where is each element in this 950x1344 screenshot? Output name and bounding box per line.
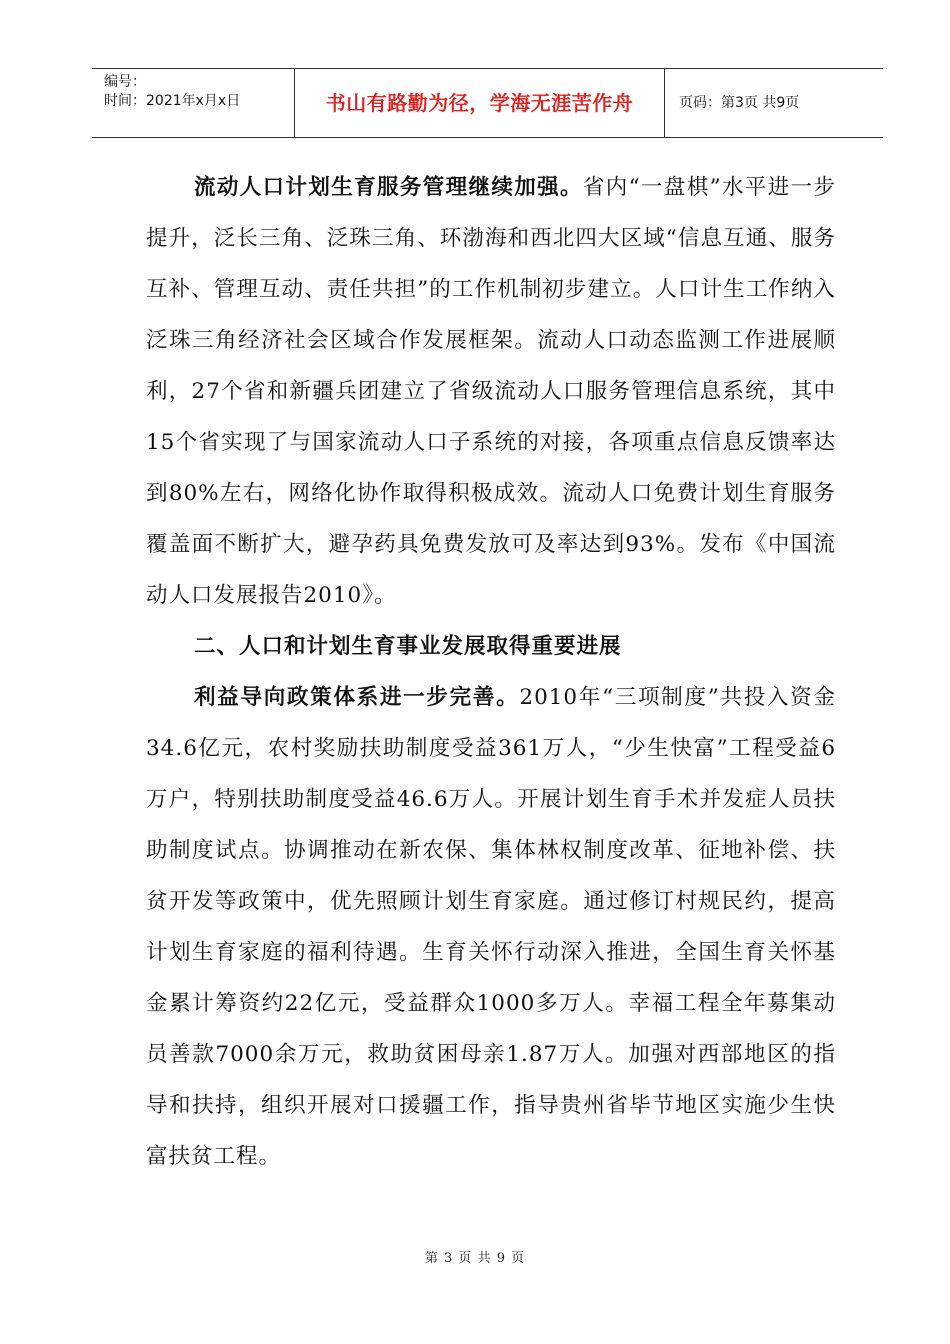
paragraph-lead: 利益导向政策体系进一步完善。 <box>194 685 520 710</box>
paragraph-floating-population <box>146 162 836 621</box>
paragraph-interest-policy <box>146 672 836 1182</box>
header-page-number: 页码：第3页 共9页 <box>679 95 800 111</box>
header-meta <box>92 69 295 137</box>
document-time-label: 时间：2021年x月x日 <box>104 93 241 109</box>
paragraph-lead: 流动人口计划生育服务管理继续加强。 <box>194 175 583 200</box>
document-body <box>146 162 836 1182</box>
paragraph-text: 2010年“三项制度”共投入资金34.6亿元，农村奖励扶助制度受益361万人，“少生快富”工程受益6万户，特别扶助制度受益46.6万人。开展计划生育手术并发症人员扶助制度试点。协调推动在新农保、集体林权制度改革、征地补偿、扶贫开发等政策中，优先照顾计划生育家庭。通过修订村规民约，提高计划生育家庭的福利待遇。生育关怀行动深入推进，全国生育关怀基金累计筹资约22亿元，受益群众1000多万人。幸福工程全年募集动员善款7000余万元，救助贫困母亲1.87万人。加强对西部地区的指导和扶持，组织开展对口援疆工作，指导贵州省毕节地区实施少生快富扶贫工程。 <box>146 685 836 1169</box>
page-header <box>92 68 883 138</box>
page-footer: 第 3 页 共 9 页 <box>424 1251 526 1266</box>
section-heading: 二、人口和计划生育事业发展取得重要进展 <box>194 634 622 659</box>
header-motto: 书山有路勤为径，学海无涯苦作舟 <box>295 69 665 137</box>
document-number-label: 编号： <box>104 74 146 90</box>
paragraph-text: 省内“一盘棋”水平进一步提升，泛长三角、泛珠三角、环渤海和西北四大区域“信息互通、服务互补、管理互动、责任共担”的工作机制初步建立。人口计生工作纳入泛珠三角经济社会区域合作发展框架。流动人口动态监测工作进展顺利，27个省和新疆兵团建立了省级流动人口服务管理信息系统，其中15个省实现了与国家流动人口子系统的对接，各项重点信息反馈率达到80%左右，网络化协作取得积极成效。流动人口免费计划生育服务覆盖面不断扩大，避孕药具免费发放可及率达到93%。发布《中国流动人口发展报告2010》。 <box>146 175 836 608</box>
